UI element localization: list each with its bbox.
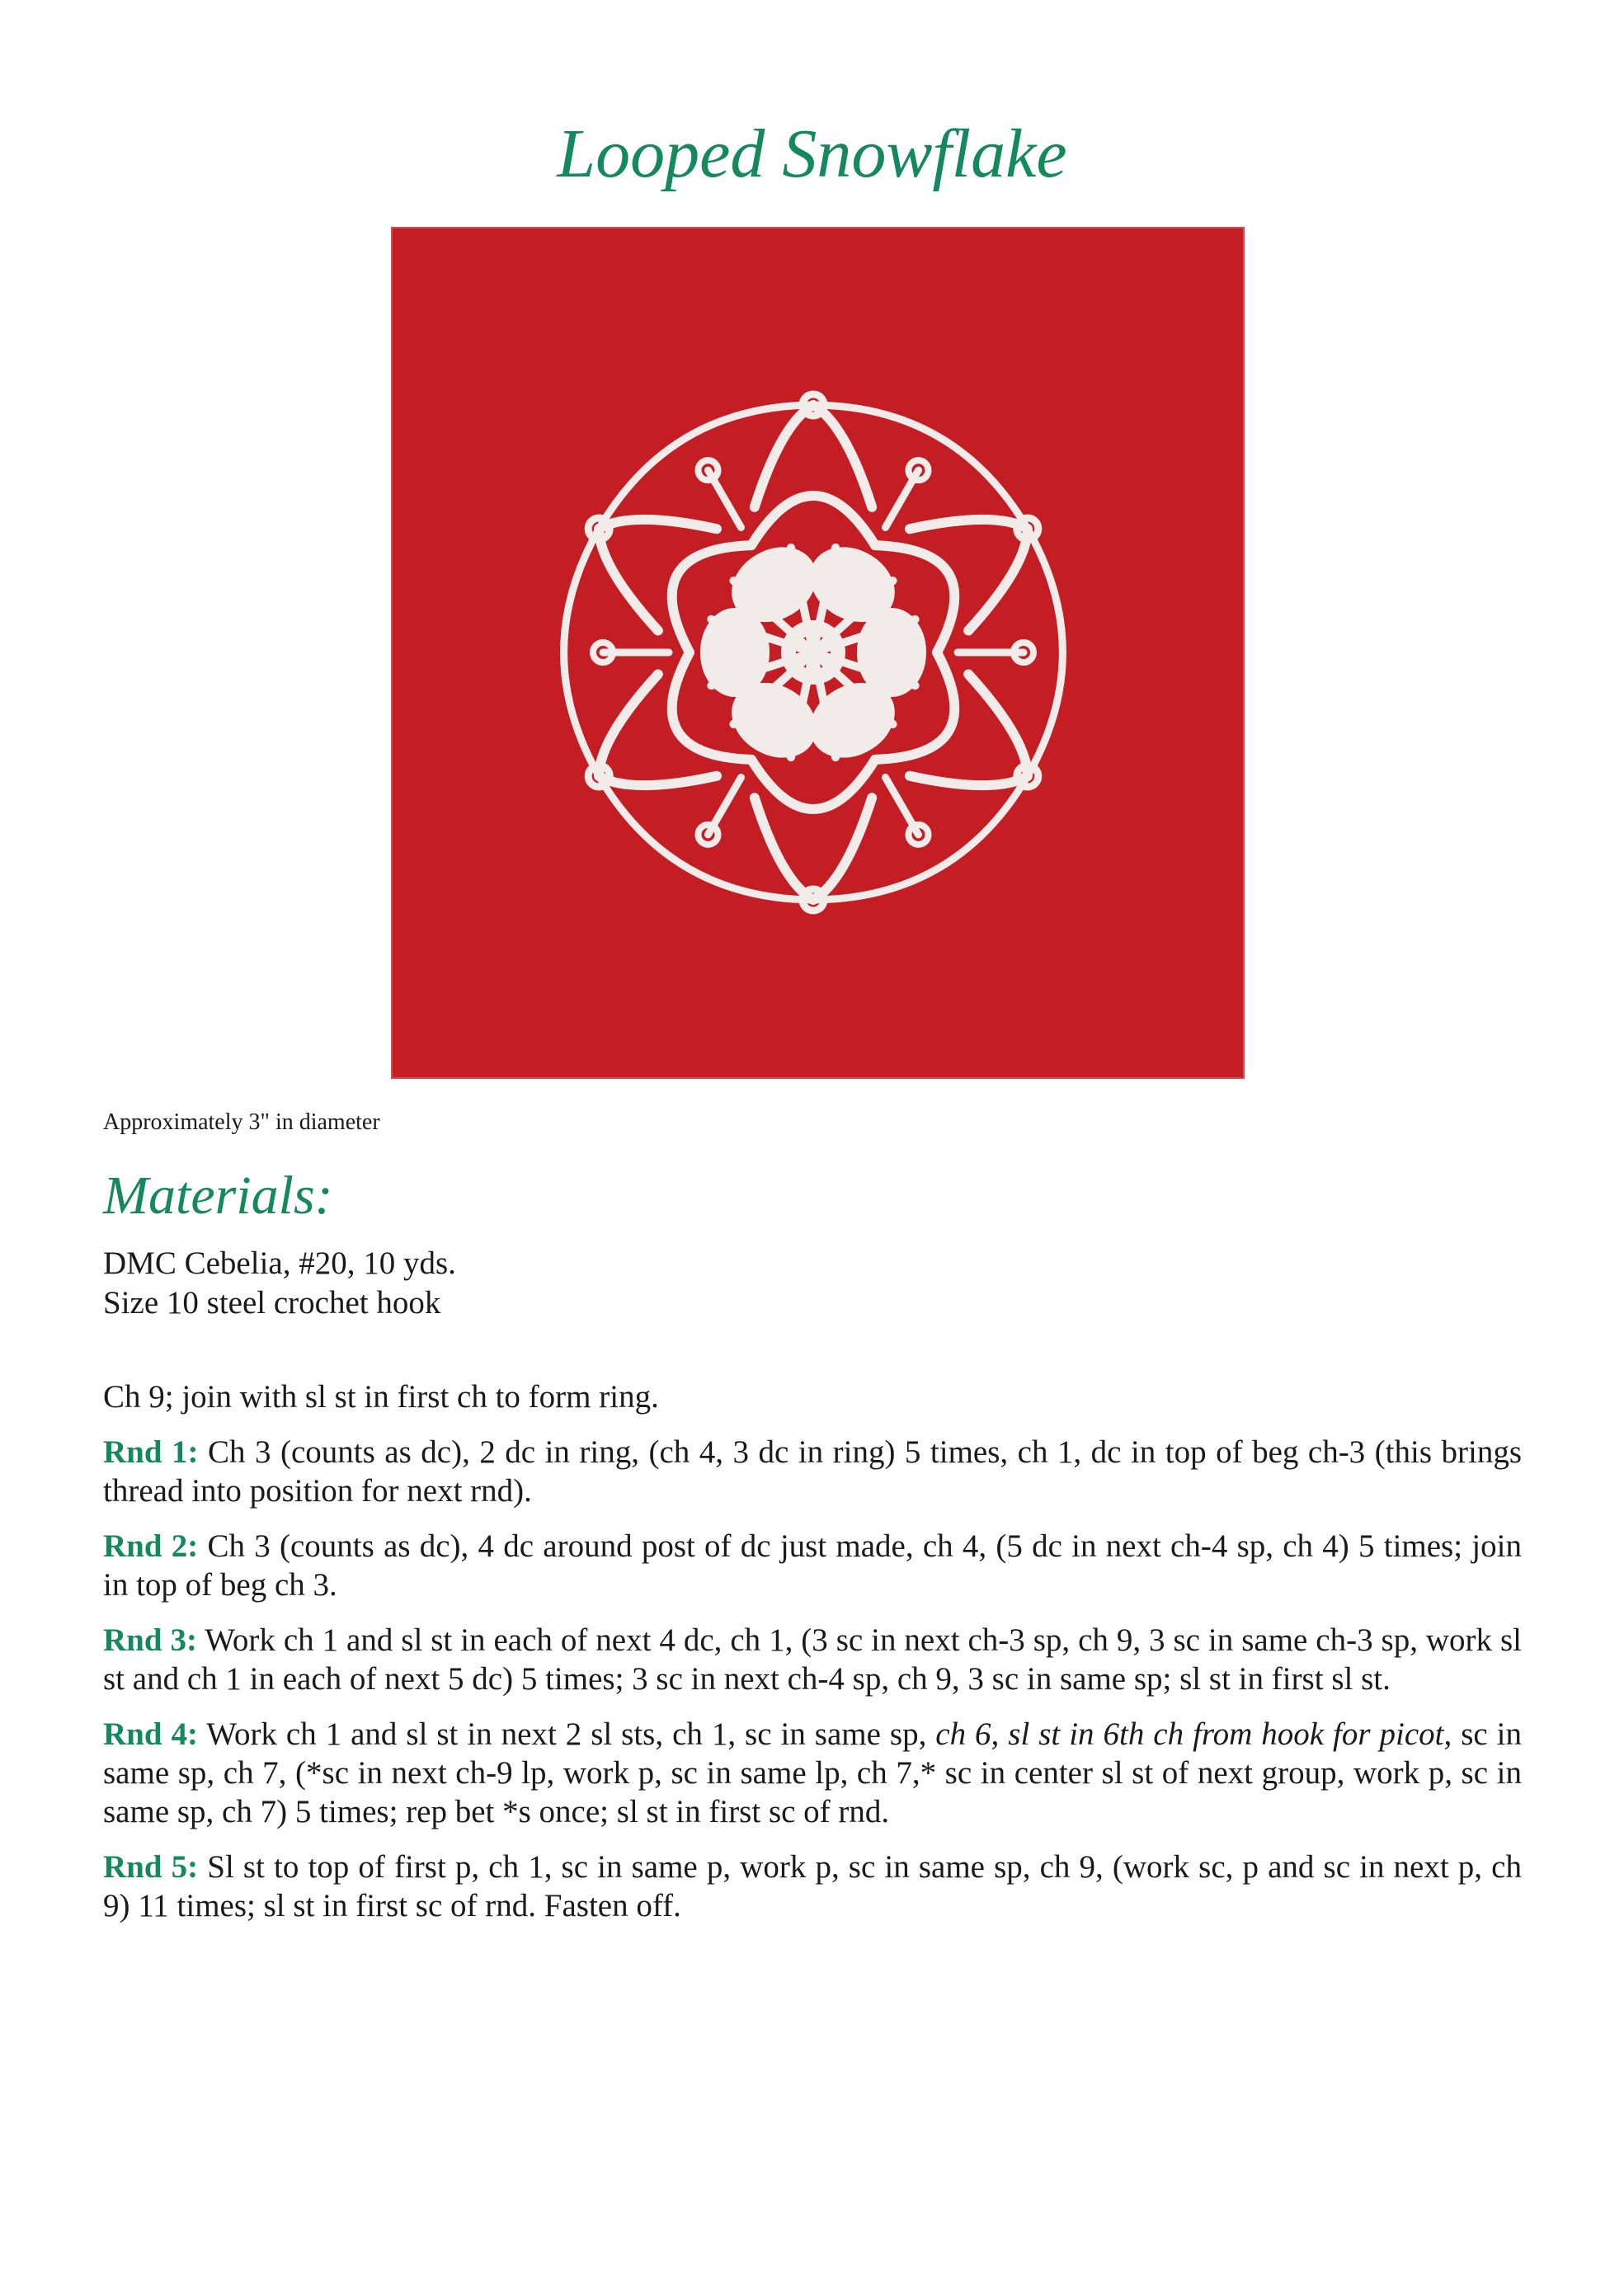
round-text: Work ch 1 and sl st in next 2 sl sts, ch 1, sc in same sp,: [198, 1716, 936, 1752]
round-3: [103, 1621, 1522, 1698]
round-4: [103, 1715, 1522, 1831]
round-1: [103, 1433, 1522, 1510]
materials-heading: Materials:: [103, 1165, 333, 1226]
round-label: Rnd 2:: [103, 1528, 199, 1564]
round-text: Ch 3 (counts as dc), 2 dc in ring, (ch 4, 3 dc in ring) 5 times, ch 1, dc in top of beg ch-3 (this brings thread into position for next rnd).: [103, 1434, 1522, 1509]
material-hook: Size 10 steel crochet hook: [103, 1285, 441, 1321]
material-thread: DMC Cebelia, #20, 10 yds.: [103, 1245, 456, 1281]
round-text-italic: ch 6, sl st in 6th ch from hook for picot,: [935, 1716, 1452, 1752]
size-caption: Approximately 3" in diameter: [103, 1109, 380, 1135]
round-label: Rnd 3:: [103, 1622, 197, 1658]
materials-list: [103, 1244, 456, 1323]
round-text: sc in same sp, ch 7, (*sc in next ch-9 lp, work p, sc in same lp, ch 7,* sc in center sl st of next group, work p, sc in same sp, ch 7) 5 times; rep bet *s once; sl st in first sc of rnd.: [103, 1716, 1522, 1829]
round-text: Sl st to top of first p, ch 1, sc in same p, work p, sc in same sp, ch 9, (work sc, p and sc in next p, ch 9) 11 times; sl st in first sc of rnd. Fasten off.: [103, 1849, 1522, 1923]
round-2: [103, 1527, 1522, 1604]
round-label: Rnd 5:: [103, 1849, 199, 1885]
page-title: Looped Snowflake: [557, 115, 1067, 192]
round-label: Rnd 4:: [103, 1716, 198, 1752]
round-label: Rnd 1:: [103, 1434, 199, 1470]
round-text: Work ch 1 and sl st in each of next 4 dc, ch 1, (3 sc in next ch-3 sp, ch 9, 3 sc in same ch-3 sp, work sl st and ch 1 in each of next 5 dc) 5 times; 3 sc in next ch-4 sp, ch 9, 3 sc in same sp; sl st in first sl st.: [103, 1622, 1522, 1697]
snowflake-photo: [391, 227, 1245, 1079]
instructions: [103, 1377, 1522, 1942]
intro-step: Ch 9; join with sl st in first ch to form ring.: [103, 1379, 659, 1415]
round-5: [103, 1848, 1522, 1925]
round-text: Ch 3 (counts as dc), 4 dc around post of dc just made, ch 4, (5 dc in next ch-4 sp, ch 4) 5 times; join in top of beg ch 3.: [103, 1528, 1522, 1603]
